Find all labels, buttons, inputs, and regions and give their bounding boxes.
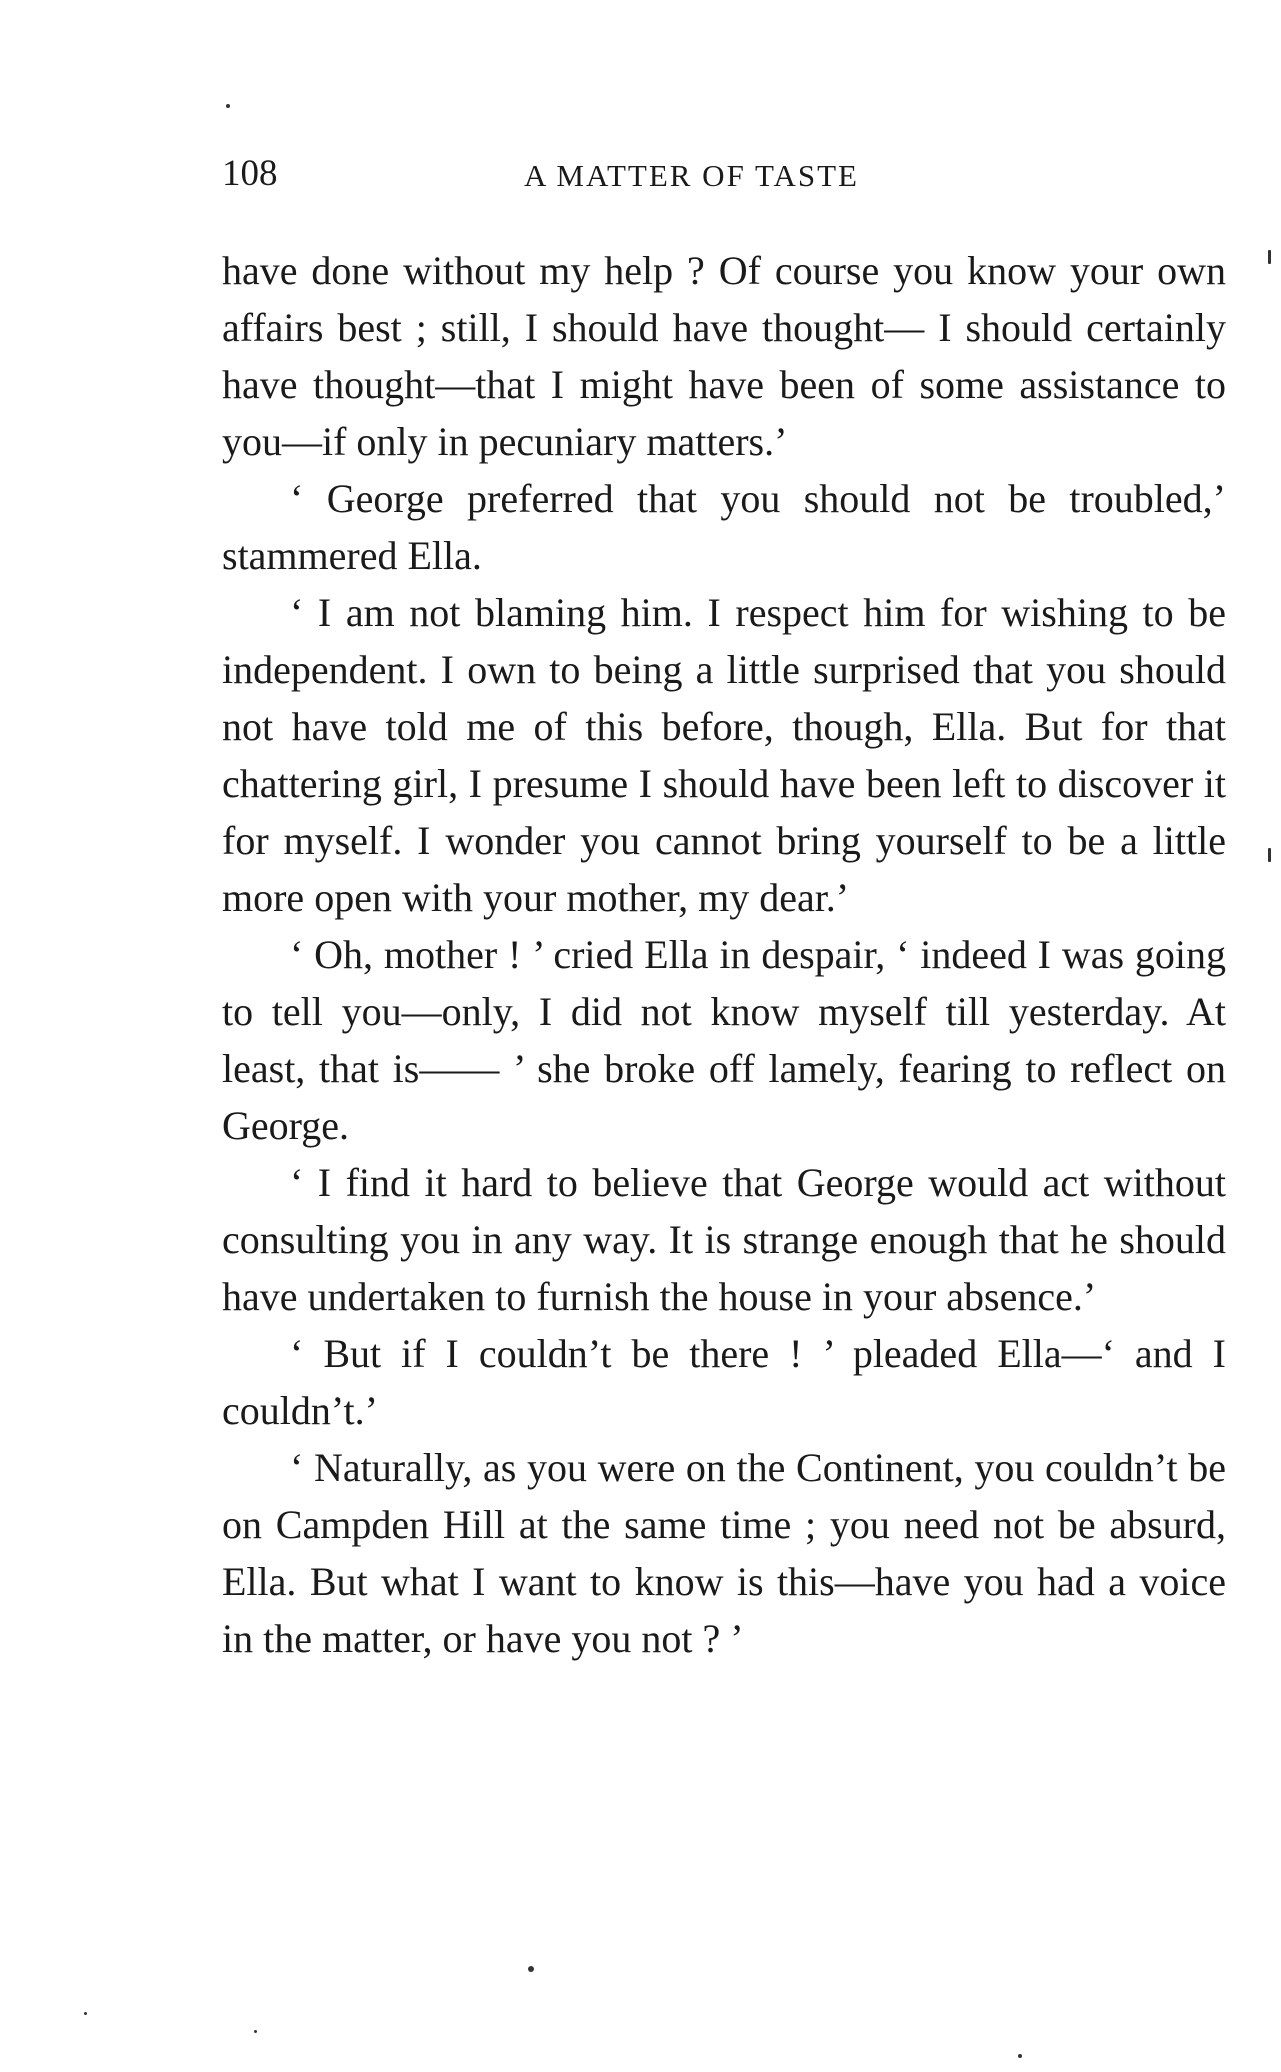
body-text [222, 242, 1226, 1667]
print-speck [84, 2012, 87, 2015]
print-speck [226, 104, 230, 108]
paragraph-3: ‘ I am not blaming him. I respect him for wishing to be independent. I own to being a little surprised that you should not have told me of this before, though, Ella. But for that chattering girl, I presume I should have been left to discover it for myself. I wonder you cannot bring yourself to be a little more open with your mother, my dear.’ [222, 590, 1226, 920]
paragraph-7: ‘ Naturally, as you were on the Continent, you couldn’t be on Campden Hill at the same time ; you need not be absurd, Ella. But what I want to know is this—have you had a voice in the matter, or have you not ? ’ [222, 1445, 1226, 1661]
paragraph-4: ‘ Oh, mother ! ’ cried Ella in despair, ‘ indeed I was going to tell you—only, I did not know myself till yesterday. At least, that is—— ’ she broke off lamely, fearing to reflect on George. [222, 932, 1226, 1148]
running-head: A MATTER OF TASTE [524, 158, 859, 193]
paragraph-6: ‘ But if I couldn’t be there ! ’ pleaded Ella—‘ and I couldn’t.’ [222, 1331, 1226, 1433]
print-speck [254, 2030, 257, 2033]
page-number: 108 [222, 153, 278, 194]
paragraph-5: ‘ I find it hard to believe that George would act without consulting you in any way. It is strange enough that he should have undertaken to furnish the house in your absence.’ [222, 1160, 1226, 1319]
print-speck [528, 1966, 534, 1972]
print-speck [1268, 848, 1271, 862]
print-speck [1018, 2054, 1022, 2058]
page-header [222, 152, 1222, 202]
paragraph-2: ‘ George preferred that you should not be troubled,’ stammered Ella. [222, 476, 1226, 578]
print-speck [1268, 250, 1271, 264]
paragraph-1: have done without my help ? Of course you know your own affairs best ; still, I should have thought— I should certainly have thought—that I might have been of some assistance to you—if only in pecuniary matters.’ [222, 248, 1226, 464]
